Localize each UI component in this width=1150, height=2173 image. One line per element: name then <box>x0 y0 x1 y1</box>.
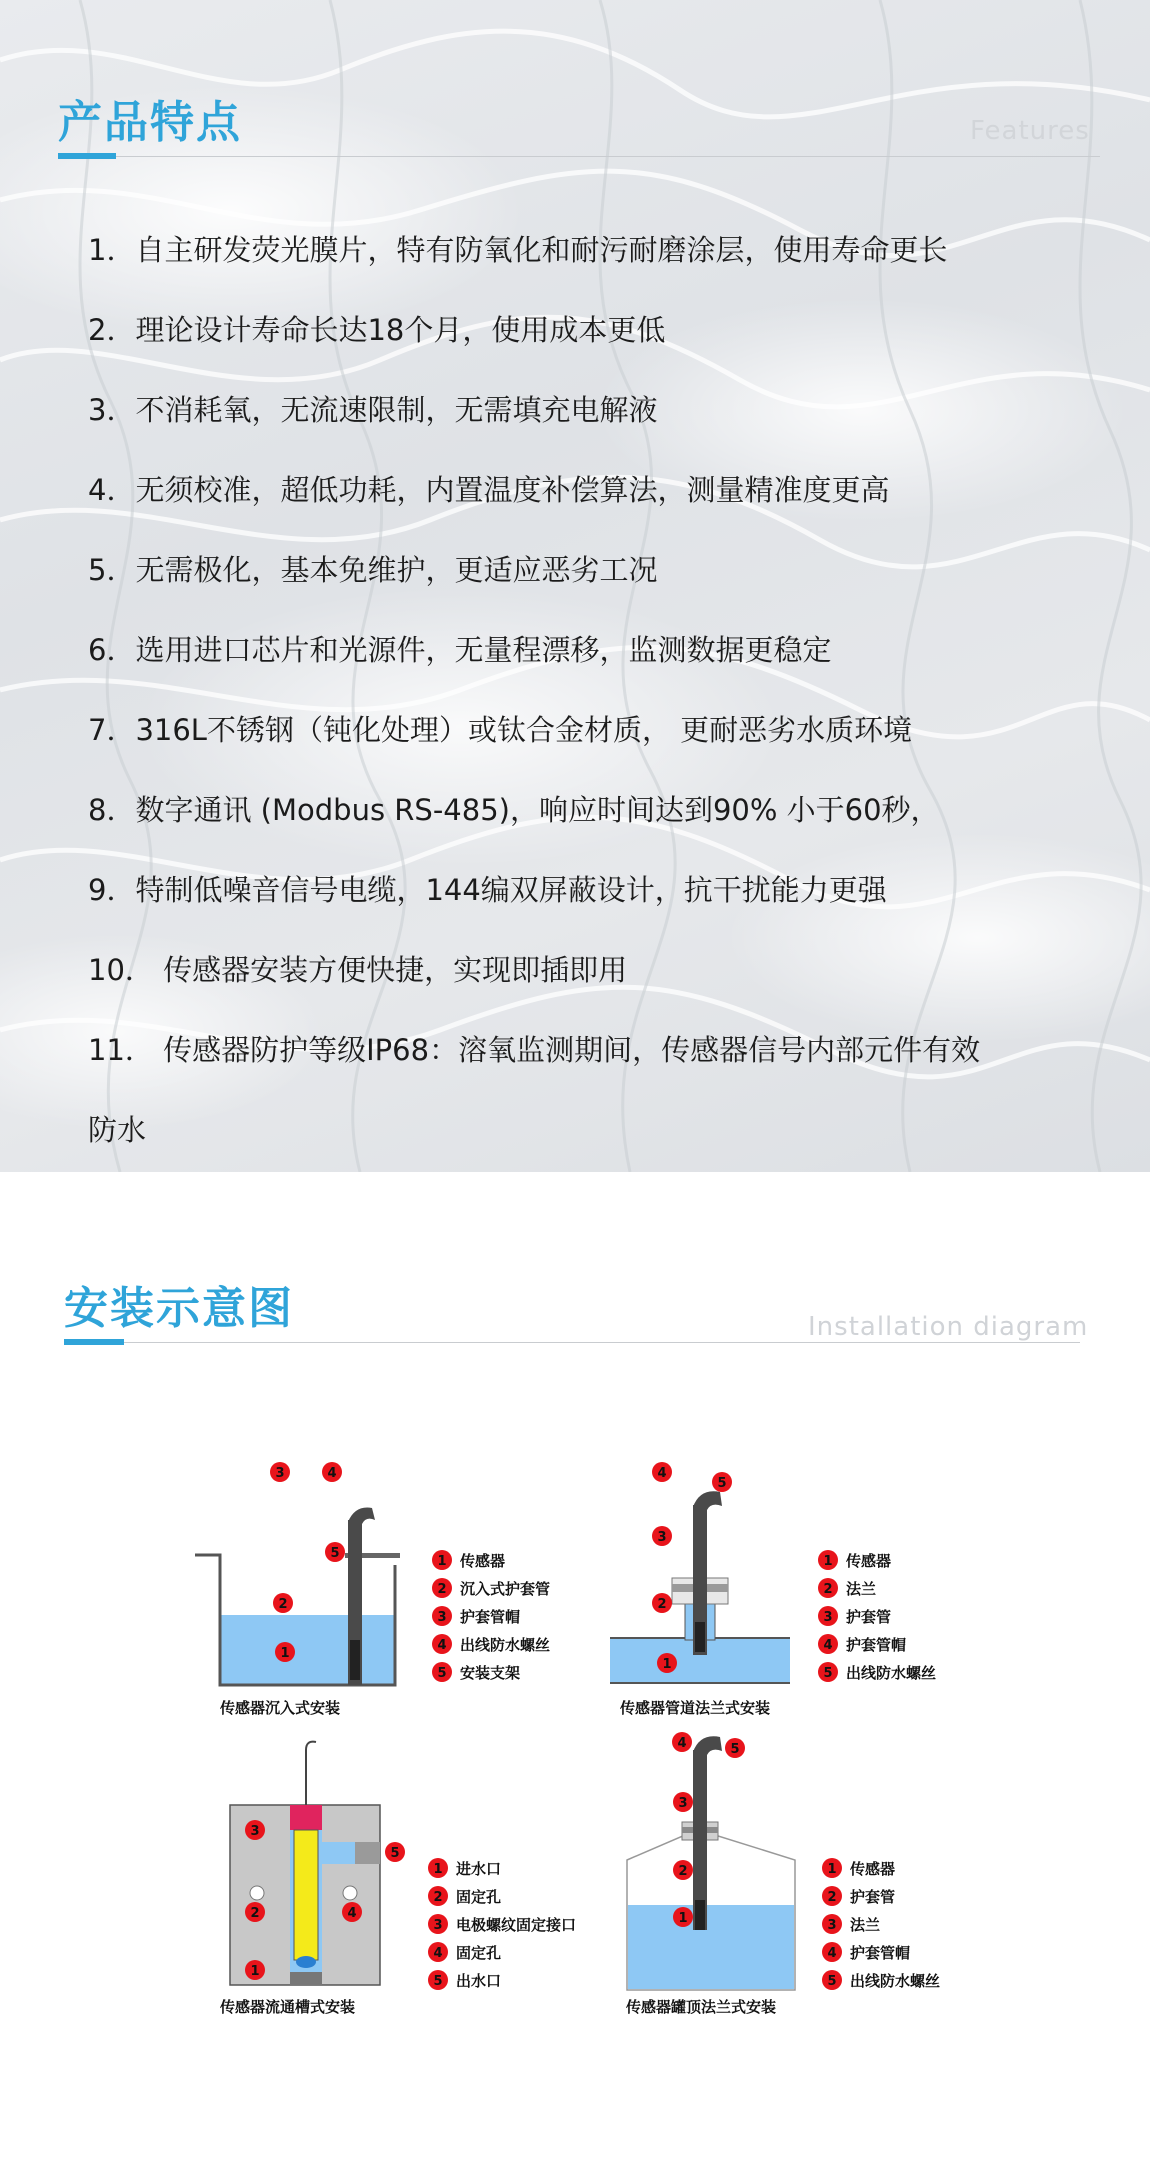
features-title: 产品特点 <box>58 97 242 148</box>
svg-text:5: 5 <box>330 1546 340 1561</box>
badge <box>673 1860 693 1880</box>
svg-text:4: 4 <box>823 1638 833 1653</box>
feature-item-continued <box>88 1090 1078 1170</box>
feature-item <box>88 690 1078 770</box>
svg-text:出线防水螺丝: 出线防水螺丝 <box>846 1664 937 1682</box>
feature-item <box>88 1010 1078 1090</box>
diagram-tank-top <box>625 1732 940 2016</box>
diagram-caption: 传感器管道法兰式安装 <box>620 1699 771 1717</box>
badge <box>652 1593 672 1613</box>
feature-text: 316L不锈钢（钝化处理）或钛合金材质， 更耐恶劣水质环境 <box>135 713 913 747</box>
svg-text:固定孔: 固定孔 <box>456 1944 502 1962</box>
feature-number: 8． <box>88 793 136 827</box>
badge <box>712 1472 732 1492</box>
svg-text:护套管帽: 护套管帽 <box>846 1636 907 1654</box>
svg-text:3: 3 <box>437 1610 447 1625</box>
svg-text:5: 5 <box>390 1846 400 1861</box>
svg-text:5: 5 <box>437 1666 447 1681</box>
feature-number: 7． <box>88 713 136 747</box>
features-title-underline <box>58 153 116 159</box>
feature-list <box>88 210 1078 1170</box>
badge <box>673 1907 693 1927</box>
svg-text:出线防水螺丝: 出线防水螺丝 <box>850 1972 941 1990</box>
badge <box>325 1542 345 1562</box>
feature-text: 传感器防护等级IP68：溶氧监测期间，传感器信号内部元件有效 <box>153 1033 981 1067</box>
svg-text:2: 2 <box>827 1890 837 1905</box>
svg-text:1: 1 <box>433 1862 443 1877</box>
diagram-flow-cell <box>219 1742 576 2016</box>
svg-text:安装支架: 安装支架 <box>460 1664 521 1682</box>
svg-text:2: 2 <box>657 1597 667 1612</box>
svg-text:4: 4 <box>657 1466 667 1481</box>
svg-text:1: 1 <box>823 1554 833 1569</box>
svg-text:1: 1 <box>678 1911 688 1926</box>
svg-text:护套管: 护套管 <box>850 1888 896 1906</box>
install-subtitle-en: Installation diagram <box>808 1312 1089 1342</box>
feature-number: 9． <box>88 873 136 907</box>
feature-item <box>88 370 1078 450</box>
svg-text:2: 2 <box>278 1597 288 1612</box>
svg-text:3: 3 <box>433 1918 443 1933</box>
svg-text:3: 3 <box>275 1466 285 1481</box>
diagram-caption: 传感器罐顶法兰式安装 <box>626 1998 777 2016</box>
badge <box>652 1462 672 1482</box>
svg-text:法兰: 法兰 <box>850 1916 881 1934</box>
install-title-underline <box>64 1339 124 1345</box>
diagram-caption: 传感器流通槽式安装 <box>220 1998 356 2016</box>
install-divider <box>124 1342 1080 1343</box>
badge <box>270 1462 290 1482</box>
badge <box>672 1732 692 1752</box>
svg-text:3: 3 <box>678 1796 688 1811</box>
svg-text:2: 2 <box>437 1582 447 1597</box>
badge <box>273 1593 293 1613</box>
installation-diagrams <box>180 1450 980 2050</box>
badge <box>342 1902 362 1922</box>
feature-text: 传感器安装方便快捷，实现即插即用 <box>153 953 628 987</box>
badge <box>385 1842 405 1862</box>
diagram-submerged <box>195 1462 550 1717</box>
feature-text: 特制低噪音信号电缆，144编双屏蔽设计，抗干扰能力更强 <box>135 873 887 907</box>
feature-text: 无须校准，超低功耗，内置温度补偿算法，测量精准度更高 <box>135 473 890 507</box>
diagram-caption: 传感器沉入式安装 <box>220 1699 341 1717</box>
svg-text:传感器: 传感器 <box>846 1552 892 1570</box>
svg-text:4: 4 <box>347 1906 357 1921</box>
svg-text:2: 2 <box>433 1890 443 1905</box>
feature-number: 5． <box>88 553 136 587</box>
badge <box>652 1526 672 1546</box>
feature-number: 6． <box>88 633 136 667</box>
svg-text:传感器: 传感器 <box>460 1552 506 1570</box>
diagram-legend <box>432 1550 550 1682</box>
feature-item <box>88 210 1078 290</box>
badge <box>245 1820 265 1840</box>
feature-item <box>88 770 1078 850</box>
feature-text: 不消耗氧，无流速限制，无需填充电解液 <box>135 393 658 427</box>
feature-text: 自主研发荧光膜片，特有防氧化和耐污耐磨涂层，使用寿命更长 <box>135 233 948 267</box>
svg-text:5: 5 <box>827 1974 837 1989</box>
badge <box>275 1642 295 1662</box>
feature-item <box>88 530 1078 610</box>
svg-text:3: 3 <box>827 1918 837 1933</box>
install-title: 安装示意图 <box>64 1283 294 1334</box>
feature-number: 1． <box>88 233 136 267</box>
feature-number: 11． <box>88 1033 154 1067</box>
svg-text:1: 1 <box>280 1646 290 1661</box>
svg-text:4: 4 <box>827 1946 837 1961</box>
feature-text: 无需极化，基本免维护，更适应恶劣工况 <box>135 553 658 587</box>
svg-text:3: 3 <box>823 1610 833 1625</box>
feature-number: 2． <box>88 313 136 347</box>
svg-text:1: 1 <box>250 1964 260 1979</box>
feature-item <box>88 930 1078 1010</box>
feature-item <box>88 290 1078 370</box>
badge <box>245 1902 265 1922</box>
feature-number: 4． <box>88 473 136 507</box>
diagram-legend <box>428 1858 576 1990</box>
diagram-pipe-flange <box>610 1462 936 1717</box>
svg-text:进水口: 进水口 <box>456 1860 502 1878</box>
svg-text:4: 4 <box>327 1466 337 1481</box>
svg-text:5: 5 <box>717 1476 727 1491</box>
feature-number: 10． <box>88 953 154 987</box>
feature-item <box>88 850 1078 930</box>
svg-text:5: 5 <box>433 1974 443 1989</box>
svg-text:1: 1 <box>437 1554 447 1569</box>
feature-text: 数字通讯 (Modbus RS-485)，响应时间达到90% 小于60秒， <box>135 793 940 827</box>
badge <box>245 1960 265 1980</box>
svg-text:电极螺纹固定接口: 电极螺纹固定接口 <box>456 1916 577 1934</box>
svg-text:护套管帽: 护套管帽 <box>460 1608 521 1626</box>
feature-text: 理论设计寿命长达18个月，使用成本更低 <box>135 313 666 347</box>
badge <box>725 1738 745 1758</box>
feature-text-continued: 防水 <box>88 1113 147 1147</box>
svg-text:4: 4 <box>437 1638 447 1653</box>
svg-text:1: 1 <box>827 1862 837 1877</box>
svg-text:护套管: 护套管 <box>846 1608 892 1626</box>
feature-item <box>88 450 1078 530</box>
svg-text:出水口: 出水口 <box>456 1972 502 1990</box>
svg-text:沉入式护套管: 沉入式护套管 <box>460 1580 551 1598</box>
badge <box>322 1462 342 1482</box>
svg-text:2: 2 <box>678 1864 688 1879</box>
svg-text:1: 1 <box>662 1657 672 1672</box>
diagram-legend <box>822 1858 940 1990</box>
svg-text:3: 3 <box>657 1530 667 1545</box>
features-subtitle-en: Features <box>970 116 1090 146</box>
badge <box>673 1792 693 1812</box>
features-divider <box>116 156 1100 157</box>
svg-text:出线防水螺丝: 出线防水螺丝 <box>460 1636 551 1654</box>
svg-text:5: 5 <box>823 1666 833 1681</box>
diagram-legend <box>818 1550 936 1682</box>
svg-text:法兰: 法兰 <box>846 1580 877 1598</box>
badge <box>657 1653 677 1673</box>
svg-text:2: 2 <box>823 1582 833 1597</box>
svg-text:4: 4 <box>677 1736 687 1751</box>
svg-text:传感器: 传感器 <box>850 1860 896 1878</box>
feature-text: 选用进口芯片和光源件，无量程漂移，监测数据更稳定 <box>135 633 832 667</box>
svg-text:5: 5 <box>730 1742 740 1757</box>
svg-text:2: 2 <box>250 1906 260 1921</box>
svg-text:4: 4 <box>433 1946 443 1961</box>
feature-number: 3． <box>88 393 136 427</box>
svg-text:固定孔: 固定孔 <box>456 1888 502 1906</box>
feature-item <box>88 610 1078 690</box>
svg-text:护套管帽: 护套管帽 <box>850 1944 911 1962</box>
svg-text:3: 3 <box>250 1824 260 1839</box>
